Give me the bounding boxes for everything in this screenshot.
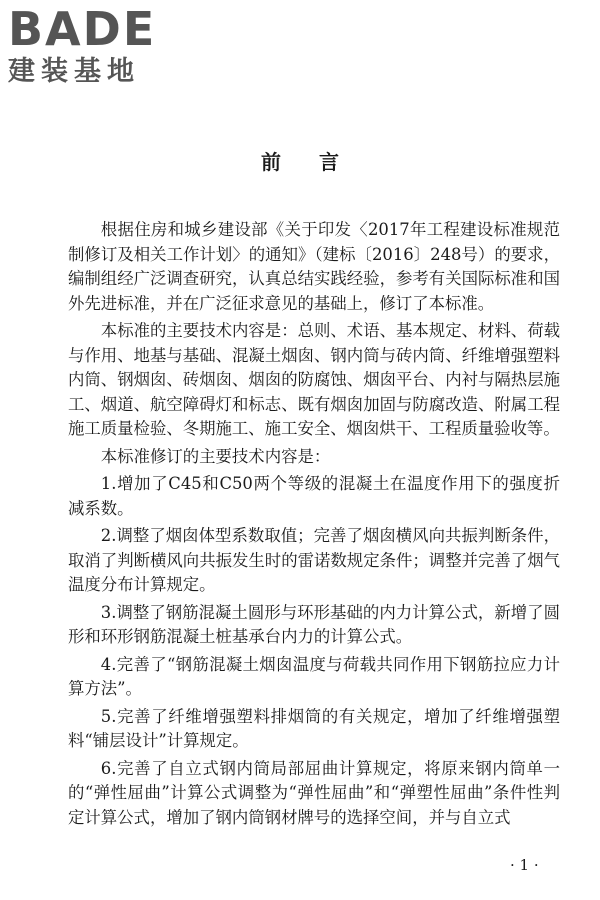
- page-title: 前言: [261, 150, 377, 174]
- paragraph: 2.调整了烟囱体型系数取值；完善了烟囱横风向共振判断条件，取消了判断横风向共振发生时的雷诺数规定条件；调整并完善了烟气温度分布计算规定。: [68, 526, 560, 594]
- paragraph: 4.完善了“钢筋混凝土烟囱温度与荷载共同作用下钢筋拉应力计算方法”。: [68, 654, 560, 698]
- paragraph: 本标准修订的主要技术内容是：: [100, 446, 331, 466]
- paragraph: 3.调整了钢筋混凝土圆形与环形基础的内力计算公式，新增了圆形和环形钢筋混凝土桩基承台内力的计算公式。: [68, 602, 560, 646]
- paragraph: 6.完善了自立式钢内筒局部屈曲计算规定，将原来钢内筒单一的“弹性屈曲”计算公式调整为“弹性屈曲”和“弹塑性屈曲”条件性判定计算公式，增加了钢内筒钢材牌号的选择空间，并与自立式: [68, 758, 560, 827]
- logo-brand: BADE: [8, 2, 157, 56]
- paragraph: 5.完善了纤维增强塑料排烟筒的有关规定，增加了纤维增强塑料“铺层设计”计算规定。: [68, 706, 560, 750]
- logo: [8, 4, 188, 88]
- body-text: [68, 218, 560, 833]
- paragraph: 本标准的主要技术内容是：总则、术语、基本规定、材料、荷载与作用、地基与基础、混凝土烟囱、钢内筒与砖内筒、纤维增强塑料内筒、钢烟囱、砖烟囱、烟囱的防腐蚀、烟囱平台、内衬与隔热层施工、烟道、航空障碍灯和标志、既有烟囱加固与防腐改造、附属工程施工质量检验、冬期施工、施工安全、烟囱烘干、工程质量验收等。: [68, 321, 560, 438]
- page-number: · 1 ·: [510, 856, 539, 874]
- logo-subtitle: 建装基地: [8, 56, 140, 87]
- paragraph: 1.增加了C45和C50两个等级的混凝土在温度作用下的强度折减系数。: [68, 474, 560, 518]
- paragraph: 根据住房和城乡建设部《关于印发〈2017年工程建设标准规范制修订及相关工作计划〉的通知》（建标〔2016〕248号）的要求，编制组经广泛调查研究，认真总结实践经验，参考有关国际标准和国外先进标准，并在广泛征求意见的基础上，修订了本标准。: [68, 220, 560, 313]
